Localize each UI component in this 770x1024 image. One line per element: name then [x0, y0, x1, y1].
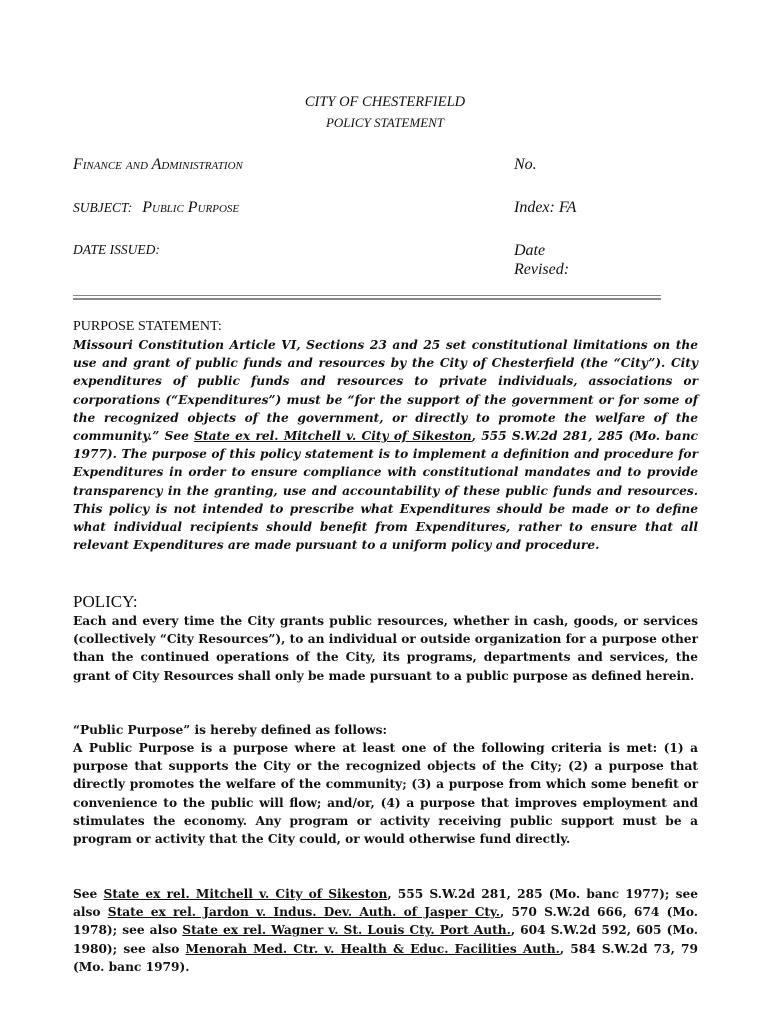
purpose-text-2: , 555 S.W.2d 281, 285 (Mo. banc 1977). The purpose of this policy statement is to implement a definition and procedure for Expenditures in order to ensure compliance with constitutional mandates and to provide transparency in the granting, use and accountability of these public funds and resources. This policy is not intended to prescribe what Expenditures should be made or to define what individual recipients should benefit from Expenditures, rather to ensure that all relevant Expenditures are made pursuant to a uniform policy and procedure.	[73, 429, 698, 553]
purpose-text-1: Missouri Constitution Article VI, Sections 23 and 25 set constitutional limitations on the use and grant of public funds and resources by the City of Chesterfield (the “City”). City expenditures of public funds and resources to private individuals, associations or corporations (“Expenditures”) must be “for the support of the government or for some of the recognized objects of the government, or directly to promote the welfare of the community.” See	[73, 338, 698, 444]
purpose-paragraph	[73, 336, 698, 554]
citation-case-2: State ex rel. Jardon v. Indus. Dev. Auth. of Jasper Cty.	[107, 905, 500, 920]
citations-paragraph	[73, 885, 698, 976]
index-label: Index: FA	[514, 199, 577, 216]
citation-case-1: State ex rel. Mitchell v. City of Sikeston	[103, 887, 388, 901]
date-revised-line1: Date	[514, 242, 546, 259]
subject-row	[73, 199, 239, 217]
citation-ref-3: , 604 S.W.2d 592, 605 (Mo. 1980); see also	[73, 923, 698, 956]
department-label: Finance and Administration	[73, 156, 243, 173]
number-label: No.	[514, 156, 537, 173]
policy-paragraph: Each and every time the City grants public resources, whether in cash, goods, or services (collectively “City Resources”), to an individual or outside organization for a purpose other than the continued operations of the City, its programs, departments and services, the grant of City Resources shall only be made pursuant to a public purpose as defined herein.	[73, 614, 698, 683]
citation-case-3: State ex rel. Wagner v. St. Louis Cty. Port Auth.	[182, 923, 511, 938]
citation-ref-1: , 555 S.W.2d 281, 285 (Mo. banc 1977); see also	[73, 887, 698, 920]
citation-see: See	[73, 887, 104, 901]
definition-intro: “Public Purpose” is hereby defined as follows:	[73, 723, 387, 737]
purpose-heading: PURPOSE STATEMENT:	[73, 319, 222, 334]
city-title: CITY OF CHESTERFIELD	[304, 94, 466, 110]
doc-type: POLICY STATEMENT	[325, 115, 445, 130]
date-revised-line2: Revised:	[514, 261, 570, 278]
date-revised-label	[514, 242, 569, 279]
citation-ref-2: , 570 S.W.2d 666, 674 (Mo. 1978); see also	[73, 905, 699, 938]
subject-value: Public Purpose	[142, 199, 240, 216]
policy-heading: POLICY:	[73, 592, 138, 611]
definition-body: A Public Purpose is a purpose where at least one of the following criteria is met: (1) a purpose that supports the City or the recognized objects of the City; (2) a purpose that directly promotes the welfare of the community; (3) a purpose from which some benefit or convenience to the public will flow; and/or, (4) a purpose that improves employment and stimulates the economy. Any program or activity receiving public support must be a program or activity that the City could, or would otherwise fund directly.	[73, 741, 698, 847]
citation-ref-4: , 584 S.W.2d 73, 79 (Mo. banc 1979).	[73, 941, 698, 974]
divider-thick	[73, 298, 661, 300]
subject-label: SUBJECT:	[73, 200, 133, 215]
purpose-case-citation: State ex rel. Mitchell v. City of Sikeston	[194, 429, 472, 444]
divider-thin	[73, 295, 661, 296]
date-issued-label: DATE ISSUED:	[73, 242, 160, 257]
citation-case-4: Menorah Med. Ctr. v. Health & Educ. Facilities Auth.	[185, 941, 560, 956]
